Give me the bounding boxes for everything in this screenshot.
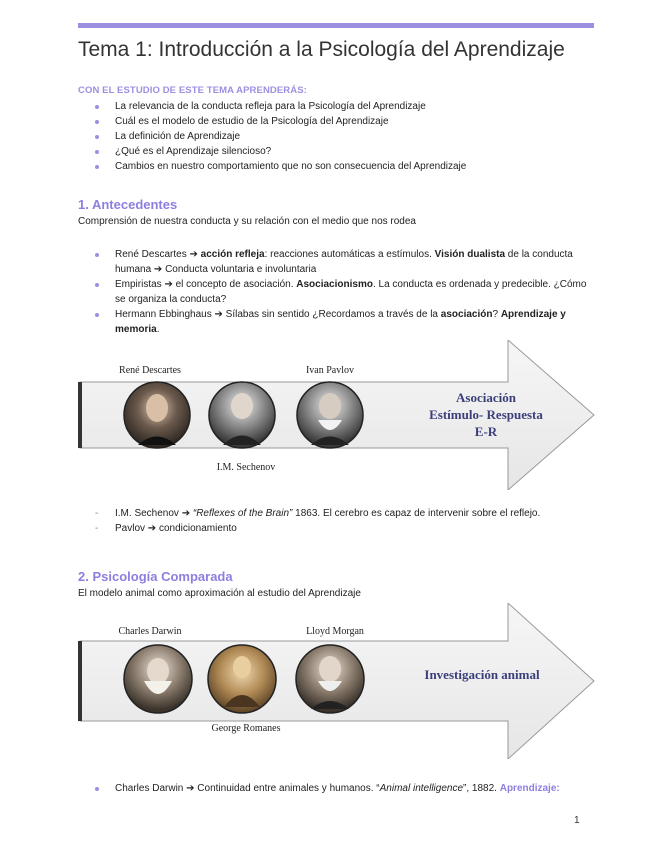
page-number: 1 xyxy=(574,815,580,826)
comparada-list xyxy=(95,781,595,796)
list-item: - I.M. Sechenov ➔ “Reflexes of the Brain” 1863. El cerebro es capaz de intervenir sobre el reflejo. xyxy=(95,508,541,519)
figure-label: Ivan Pavlov xyxy=(305,365,355,376)
sechenov-pavlov-list xyxy=(95,506,595,536)
list-item: Cambios en nuestro comportamiento que no son consecuencia del Aprendizaje xyxy=(95,159,466,174)
association-arrow-figure xyxy=(78,340,596,490)
bullet-icon xyxy=(95,135,99,139)
list-item: La definición de Aprendizaje xyxy=(95,129,466,144)
bullet-icon xyxy=(95,283,99,287)
bullet-icon xyxy=(95,120,99,124)
list-item: - Pavlov ➔ condicionamiento xyxy=(95,523,237,534)
list-item: René Descartes ➔ acción refleja: reacciones automáticas a estímulos. Visión dualista de la conducta humana ➔ Conducta voluntaria e involuntaria xyxy=(95,247,595,277)
animal-research-arrow-figure xyxy=(78,603,596,759)
figure-label: René Descartes xyxy=(119,365,181,376)
title-rule xyxy=(78,23,594,28)
bullet-icon xyxy=(95,165,99,169)
figure-label: George Romanes xyxy=(211,723,281,734)
dash-icon: - xyxy=(95,523,99,534)
figure-label: I.M. Sechenov xyxy=(216,462,276,473)
list-item: ¿Qué es el Aprendizaje silencioso? xyxy=(95,144,466,159)
bullet-icon xyxy=(95,313,99,317)
learn-list xyxy=(95,99,466,174)
list-item: Charles Darwin ➔ Continuidad entre animales y humanos. “Animal intelligence”, 1882. Aprendizaje: xyxy=(95,781,595,796)
arrow-text: Estímulo- Respuesta xyxy=(429,407,543,422)
section-heading-psicologia-comparada: 2. Psicología Comparada xyxy=(78,569,233,584)
antecedentes-list xyxy=(95,247,595,337)
page-title: Tema 1: Introducción a la Psicología del Aprendizaje xyxy=(78,38,565,61)
arrow-text: Investigación animal xyxy=(424,667,540,682)
list-item: Empiristas ➔ el concepto de asociación. Asociacionismo. La conducta es ordenada y predecible. ¿Cómo se organiza la conducta? xyxy=(95,277,595,307)
bullet-icon xyxy=(95,150,99,154)
bullet-icon xyxy=(95,105,99,109)
section-subtitle: El modelo animal como aproximación al estudio del Aprendizaje xyxy=(78,588,361,599)
figure-label: Charles Darwin xyxy=(118,626,182,637)
arrow-text: Asociación xyxy=(456,390,516,405)
section-heading-antecedentes: 1. Antecedentes xyxy=(78,197,178,212)
section-subtitle: Comprensión de nuestra conducta y su relación con el medio que nos rodea xyxy=(78,216,416,227)
list-item: Cuál es el modelo de estudio de la Psicología del Aprendizaje xyxy=(95,114,466,129)
arrow-text: E-R xyxy=(474,424,498,439)
bullet-icon xyxy=(95,787,99,791)
learn-heading: CON EL ESTUDIO DE ESTE TEMA APRENDERÁS: xyxy=(78,85,307,96)
figure-label: Lloyd Morgan xyxy=(306,626,364,637)
list-item: La relevancia de la conducta refleja para la Psicología del Aprendizaje xyxy=(95,99,466,114)
list-item: Hermann Ebbinghaus ➔ Sílabas sin sentido ¿Recordamos a través de la asociación? Aprendizaje y memoria. xyxy=(95,307,595,337)
bullet-icon xyxy=(95,253,99,257)
dash-icon: - xyxy=(95,508,99,519)
